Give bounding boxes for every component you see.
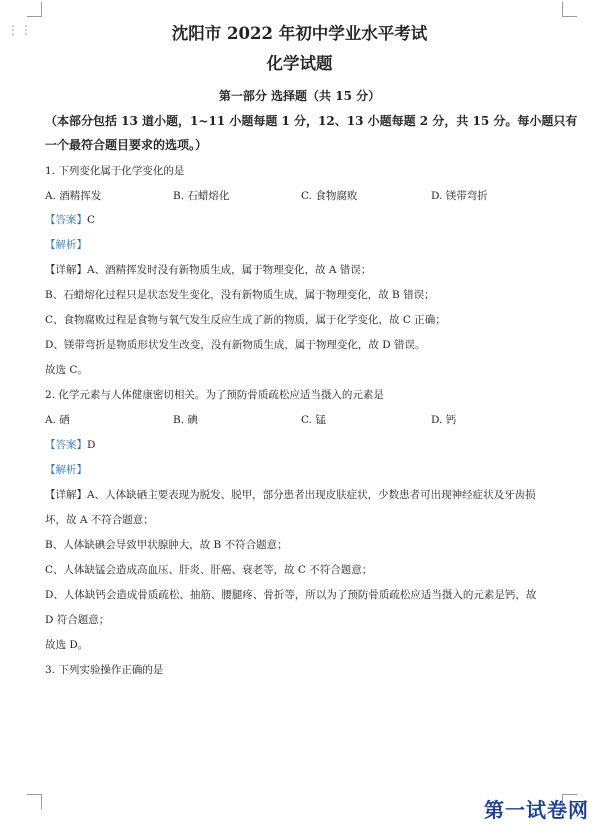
option-b: B. 石蜡熔化 xyxy=(173,190,230,202)
explanation-line: D、镁带弯折是物质形状发生改变，没有新物质生成，属于物理变化，故 D 错误。 xyxy=(45,339,426,351)
explanation-line: 坏，故 A 不符合题意； xyxy=(45,514,154,526)
explanation-line: C、食物腐败过程是食物与氧气发生反应生成了新的物质，属于化学变化，故 C 正确； xyxy=(45,314,446,326)
section-instructions: 一个最符合题目要求的选项。） xyxy=(45,138,208,152)
answer-label: 【答案】 xyxy=(45,214,87,226)
question-stem: 1. 下列变化属于化学变化的是 xyxy=(45,165,185,177)
question-stem: 3. 下列实验操作正确的是 xyxy=(45,664,164,676)
answer-line xyxy=(45,212,95,227)
section-instructions: （本部分包括 13 道小题，1~11 小题每题 1 分，12、13 小题每题 2 分，共 15 分。每小题只有 xyxy=(45,114,578,128)
analysis-label: 【解析】 xyxy=(45,464,87,476)
conclusion-line: 故选 D。 xyxy=(45,639,89,651)
explanation-line: C、人体缺锰会造成高血压、肝炎、肝癌、衰老等，故 C 不符合题意； xyxy=(45,564,373,576)
option-c: C. 食物腐败 xyxy=(301,190,358,202)
conclusion-line: 故选 C。 xyxy=(45,364,88,376)
explanation-line: D、人体缺钙会造成骨质疏松、抽筋、腰腿疼、骨折等，所以为了预防骨质疏松应适当摄入的元素是钙，故 xyxy=(45,589,537,601)
page-title: 沈阳市 2022 年初中学业水平考试 xyxy=(171,24,428,43)
question-stem: 2. 化学元素与人体健康密切相关。为了预防骨质疏松应适当摄入的元素是 xyxy=(45,389,384,401)
explanation-line: B、人体缺碘会导致甲状腺肿大，故 B 不符合题意； xyxy=(45,539,288,551)
page-corner-mark xyxy=(27,794,42,809)
explanation-line: 【详解】A、酒精挥发时没有新物质生成，属于物理变化，故 A 错误； xyxy=(45,264,372,276)
page-subtitle: 化学试题 xyxy=(266,54,333,73)
answer-value: C xyxy=(87,214,96,226)
explanation-line: B、石蜡熔化过程只是状态发生变化，没有新物质生成，属于物理变化，故 B 错误； xyxy=(45,289,435,301)
analysis-label: 【解析】 xyxy=(45,239,87,251)
answer-label: 【答案】 xyxy=(45,439,87,451)
option-d: D. 钙 xyxy=(431,414,457,426)
option-b: B. 碘 xyxy=(173,414,198,426)
section-heading: 第一部分 选择题（共 15 分） xyxy=(218,89,381,103)
option-c: C. 锰 xyxy=(301,414,326,426)
answer-line xyxy=(45,437,95,452)
site-watermark: 第一试卷网 xyxy=(484,798,589,822)
page-corner-mark xyxy=(27,2,42,17)
drag-handle-icon[interactable]: ⋮⋮ xyxy=(7,23,33,37)
option-d: D. 镁带弯折 xyxy=(431,190,488,202)
explanation-line: D 符合题意； xyxy=(45,614,110,626)
answer-value: D xyxy=(87,439,96,451)
explanation-line: 【详解】A、人体缺硒主要表现为脱发、脱甲，部分患者出现皮肤症状，少数患者可出现神经症状及牙齿损 xyxy=(45,489,536,501)
option-a: A. 硒 xyxy=(45,414,70,426)
option-a: A. 酒精挥发 xyxy=(45,190,102,202)
page-corner-mark xyxy=(562,2,577,17)
